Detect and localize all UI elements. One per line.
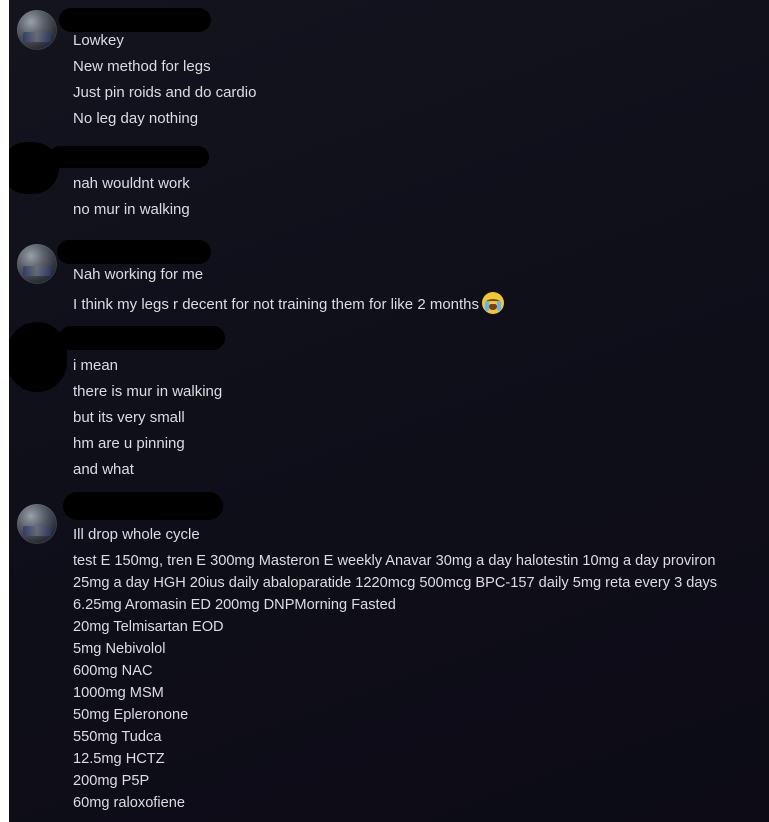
redacted-username — [59, 8, 211, 32]
message-line: but its very small — [73, 409, 185, 426]
user-avatar[interactable] — [17, 10, 57, 50]
message-line: 12.5mg HCTZ — [73, 751, 165, 767]
message-text: I think my legs r decent for not training them for like 2 months — [73, 296, 480, 313]
message-line: New method for legs — [73, 58, 211, 75]
message-line: 6.25mg Aromasin ED 200mg DNPMorning Fasted — [73, 597, 396, 613]
message-line: no mur in walking — [73, 201, 190, 218]
chat-message-list — [9, 0, 769, 822]
message-line: and what — [73, 461, 134, 478]
message-line: 25mg a day HGH 20ius daily abaloparatide 1220mcg 500mcg BPC-157 daily 5mg reta every 3 days — [73, 575, 718, 591]
message-line: 5mg Nebivolol — [73, 641, 166, 657]
message-line: 200mg P5P — [73, 773, 150, 789]
message-line: 20mg Telmisartan EOD — [73, 619, 224, 635]
message-line: i mean — [73, 357, 119, 374]
message-line: test E 150mg, tren E 300mg Masteron E weekly Anavar 30mg a day halotestin 10mg a day proviron — [73, 553, 716, 569]
message-line: 60mg raloxofiene — [73, 795, 185, 811]
message-line: 600mg NAC — [73, 663, 153, 679]
redacted-username — [49, 146, 209, 168]
message-line: 1000mg MSM — [73, 685, 164, 701]
message-line: 550mg Tudca — [73, 729, 162, 745]
message-line: Ill drop whole cycle — [73, 526, 200, 543]
loudly-crying-face-icon — [482, 292, 504, 314]
user-avatar[interactable] — [17, 504, 57, 544]
message-line: hm are u pinning — [73, 435, 185, 452]
message-line: 50mg Epleronone — [73, 707, 189, 723]
redacted-username — [63, 492, 223, 520]
redacted-username — [57, 240, 211, 264]
message-line: No leg day nothing — [73, 110, 199, 127]
message-line: Nah working for me — [73, 266, 204, 283]
redacted-username — [59, 326, 225, 350]
message-line: there is mur in walking — [73, 383, 223, 400]
message-line: Lowkey — [73, 32, 124, 49]
user-avatar[interactable] — [17, 244, 57, 284]
message-line: nah wouldnt work — [73, 175, 190, 192]
message-line: Just pin roids and do cardio — [73, 84, 257, 101]
message-line — [73, 292, 504, 314]
redacted-avatar — [9, 322, 67, 392]
